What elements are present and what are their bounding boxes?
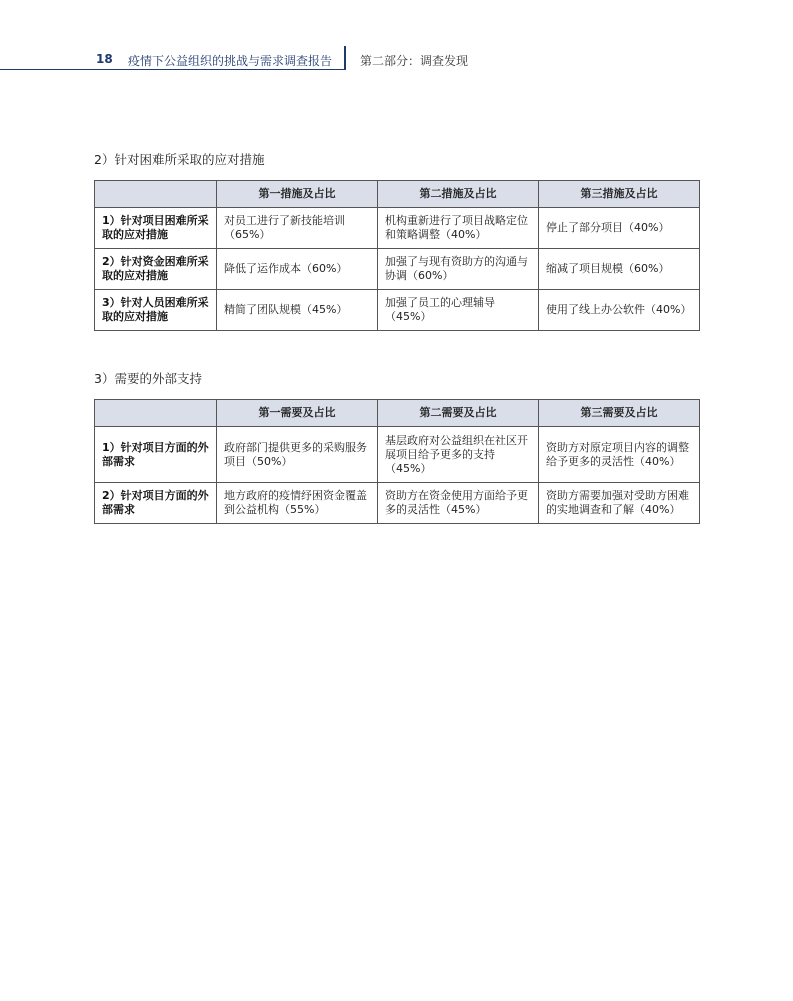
column-header: 第一需要及占比	[217, 400, 378, 427]
table-cell: 资助方在资金使用方面给予更多的灵活性（45%）	[378, 483, 539, 524]
table-cell: 停止了部分项目（40%）	[539, 208, 700, 249]
column-header: 第三需要及占比	[539, 400, 700, 427]
column-header	[95, 400, 217, 427]
column-header: 第二需要及占比	[378, 400, 539, 427]
table-cell: 资助方需要加强对受助方困难的实地调查和了解（40%）	[539, 483, 700, 524]
table-cell: 加强了员工的心理辅导（45%）	[378, 290, 539, 331]
column-header: 第三措施及占比	[539, 181, 700, 208]
row-header: 2）针对项目方面的外部需求	[95, 483, 217, 524]
row-header: 3）针对人员困难所采取的应对措施	[95, 290, 217, 331]
table-cell: 机构重新进行了项目战略定位和策略调整（40%）	[378, 208, 539, 249]
table-cell: 政府部门提供更多的采购服务项目（50%）	[217, 427, 378, 483]
table-cell: 缩减了项目规模（60%）	[539, 249, 700, 290]
page-header	[0, 44, 793, 74]
table-cell: 加强了与现有资助方的沟通与协调（60%）	[378, 249, 539, 290]
page-number: 18	[96, 52, 113, 66]
header-divider	[344, 46, 346, 70]
header-rule	[0, 69, 344, 70]
support-table	[94, 399, 700, 524]
section-title-measures: 2）针对困难所采取的应对措施	[94, 152, 265, 167]
table-row	[95, 290, 700, 331]
column-header: 第一措施及占比	[217, 181, 378, 208]
column-header	[95, 181, 217, 208]
table-row	[95, 208, 700, 249]
column-header: 第二措施及占比	[378, 181, 539, 208]
table-row	[95, 483, 700, 524]
table-cell: 对员工进行了新技能培训（65%）	[217, 208, 378, 249]
row-header: 1）针对项目方面的外部需求	[95, 427, 217, 483]
table-row	[95, 249, 700, 290]
table-cell: 资助方对原定项目内容的调整给予更多的灵活性（40%）	[539, 427, 700, 483]
table-cell: 精简了团队规模（45%）	[217, 290, 378, 331]
table-cell: 降低了运作成本（60%）	[217, 249, 378, 290]
table-header-row	[95, 400, 700, 427]
row-header: 1）针对项目困难所采取的应对措施	[95, 208, 217, 249]
table-cell: 基层政府对公益组织在社区开展项目给予更多的支持（45%）	[378, 427, 539, 483]
section-title-support: 3）需要的外部支持	[94, 371, 202, 386]
table-header-row	[95, 181, 700, 208]
measures-table	[94, 180, 700, 331]
row-header: 2）针对资金困难所采取的应对措施	[95, 249, 217, 290]
part-title: 第二部分：调查发现	[360, 54, 469, 68]
report-title: 疫情下公益组织的挑战与需求调查报告	[128, 54, 333, 68]
table-cell: 使用了线上办公软件（40%）	[539, 290, 700, 331]
table-row	[95, 427, 700, 483]
table-cell: 地方政府的疫情纾困资金覆盖到公益机构（55%）	[217, 483, 378, 524]
